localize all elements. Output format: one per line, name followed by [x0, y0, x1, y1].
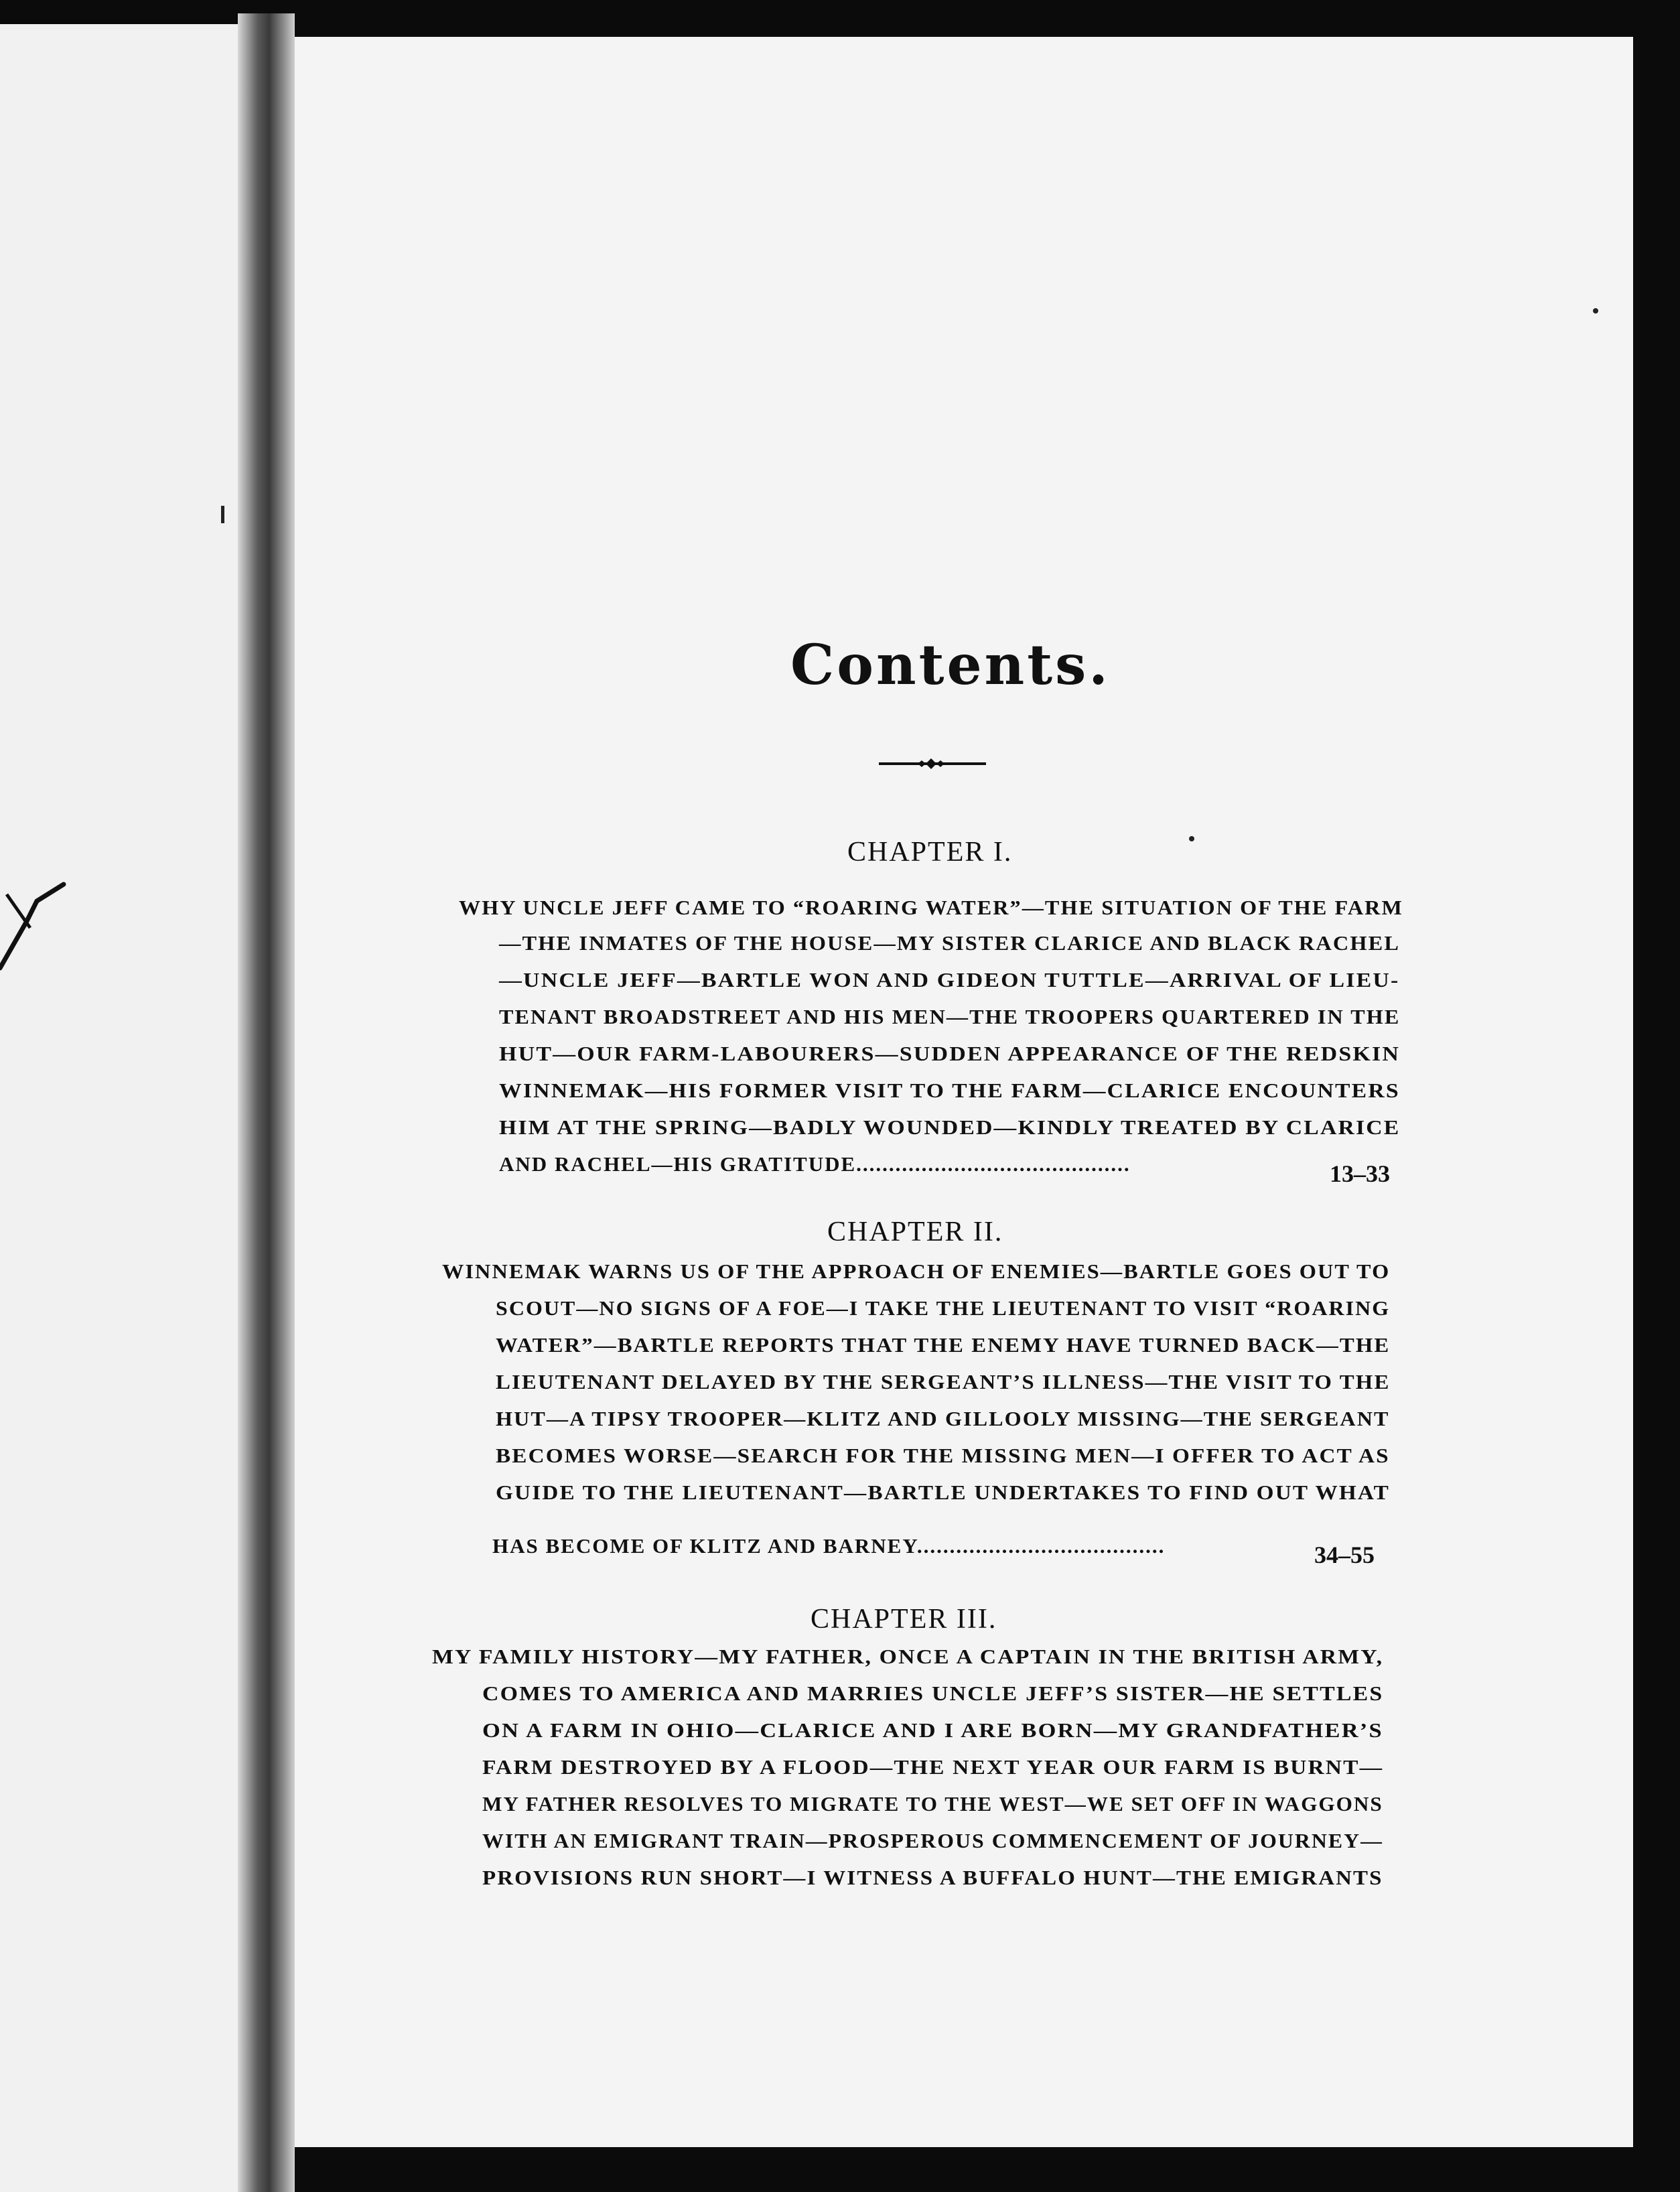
chapter-2-line: WATER”—BARTLE REPORTS THAT THE ENEMY HAVE TURNED BACK—THE [496, 1333, 1391, 1357]
chapter-1-line: AND RACHEL—HIS GRATITUDE.......................................... [499, 1152, 1131, 1176]
divider-ornament-icon [879, 756, 986, 772]
chapter-2-line: WINNEMAK WARNS US OF THE APPROACH OF ENEMIES—BARTLE GOES OUT TO [442, 1259, 1391, 1283]
page-edge [1633, 37, 1680, 2192]
chapter-3-line: ON A FARM IN OHIO—CLARICE AND I ARE BORN—MY GRANDFATHER’S [482, 1718, 1383, 1742]
left-page-mark [221, 506, 224, 523]
chapter-3-line: COMES TO AMERICA AND MARRIES UNCLE JEFF’S SISTER—HE SETTLES [482, 1682, 1384, 1705]
chapter-1-line: HUT—OUR FARM-LABOURERS—SUDDEN APPEARANCE OF THE REDSKIN [499, 1042, 1401, 1065]
chapter-2-line: HAS BECOME OF KLITZ AND BARNEY...................................... [492, 1534, 1166, 1558]
chapter-3-line: MY FATHER RESOLVES TO MIGRATE TO THE WEST—WE SET OFF IN WAGGONS [482, 1792, 1383, 1816]
chapter-2-line: LIEUTENANT DELAYED BY THE SERGEANT’S ILLNESS—THE VISIT TO THE [496, 1370, 1391, 1393]
book-gutter [238, 13, 295, 2192]
chapter-1-line: WHY UNCLE JEFF CAME TO “ROARING WATER”—THE SITUATION OF THE FARM [459, 896, 1403, 919]
pencil-mark-icon [0, 881, 74, 975]
chapter-2-line: GUIDE TO THE LIEUTENANT—BARTLE UNDERTAKES TO FIND OUT WHAT [496, 1481, 1390, 1504]
scan-speck [1189, 836, 1194, 841]
chapter-2-pages: 34–55 [1314, 1542, 1375, 1568]
chapter-3-line: WITH AN EMIGRANT TRAIN—PROSPEROUS COMMENCEMENT OF JOURNEY— [482, 1829, 1383, 1852]
chapter-1-line: WINNEMAK—HIS FORMER VISIT TO THE FARM—CLARICE ENCOUNTERS [499, 1079, 1400, 1102]
chapter-1-line: —UNCLE JEFF—BARTLE WON AND GIDEON TUTTLE—ARRIVAL OF LIEU- [499, 968, 1400, 991]
chapter-3-line: FARM DESTROYED BY A FLOOD—THE NEXT YEAR OUR FARM IS BURNT— [482, 1755, 1384, 1779]
chapter-2-title: CHAPTER II. [827, 1217, 1003, 1247]
chapter-3-line: PROVISIONS RUN SHORT—I WITNESS A BUFFALO HUNT—THE EMIGRANTS [482, 1866, 1383, 1889]
chapter-2-line: BECOMES WORSE—SEARCH FOR THE MISSING MEN—I OFFER TO ACT AS [496, 1444, 1390, 1467]
chapter-3-line: MY FAMILY HISTORY—MY FATHER, ONCE A CAPTAIN IN THE BRITISH ARMY, [432, 1645, 1384, 1668]
chapter-1-line: HIM AT THE SPRING—BADLY WOUNDED—KINDLY TREATED BY CLARICE [499, 1115, 1401, 1139]
chapter-2-line: SCOUT—NO SIGNS OF A FOE—I TAKE THE LIEUTENANT TO VISIT “ROARING [496, 1296, 1391, 1320]
chapter-1-line: TENANT BROADSTREET AND HIS MEN—THE TROOPERS QUARTERED IN THE [499, 1005, 1401, 1028]
scan-speck [1593, 308, 1598, 314]
chapter-1-pages: 13–33 [1330, 1160, 1390, 1187]
left-page [0, 24, 238, 2192]
chapter-3-title: CHAPTER III. [811, 1604, 997, 1635]
chapter-2-line: HUT—A TIPSY TROOPER—KLITZ AND GILLOOLY MISSING—THE SERGEANT [496, 1407, 1390, 1430]
chapter-1-title: CHAPTER I. [847, 837, 1013, 868]
chapter-1-line: —THE INMATES OF THE HOUSE—MY SISTER CLARICE AND BLACK RACHEL [499, 931, 1401, 955]
contents-heading: Contents. [790, 633, 1111, 697]
